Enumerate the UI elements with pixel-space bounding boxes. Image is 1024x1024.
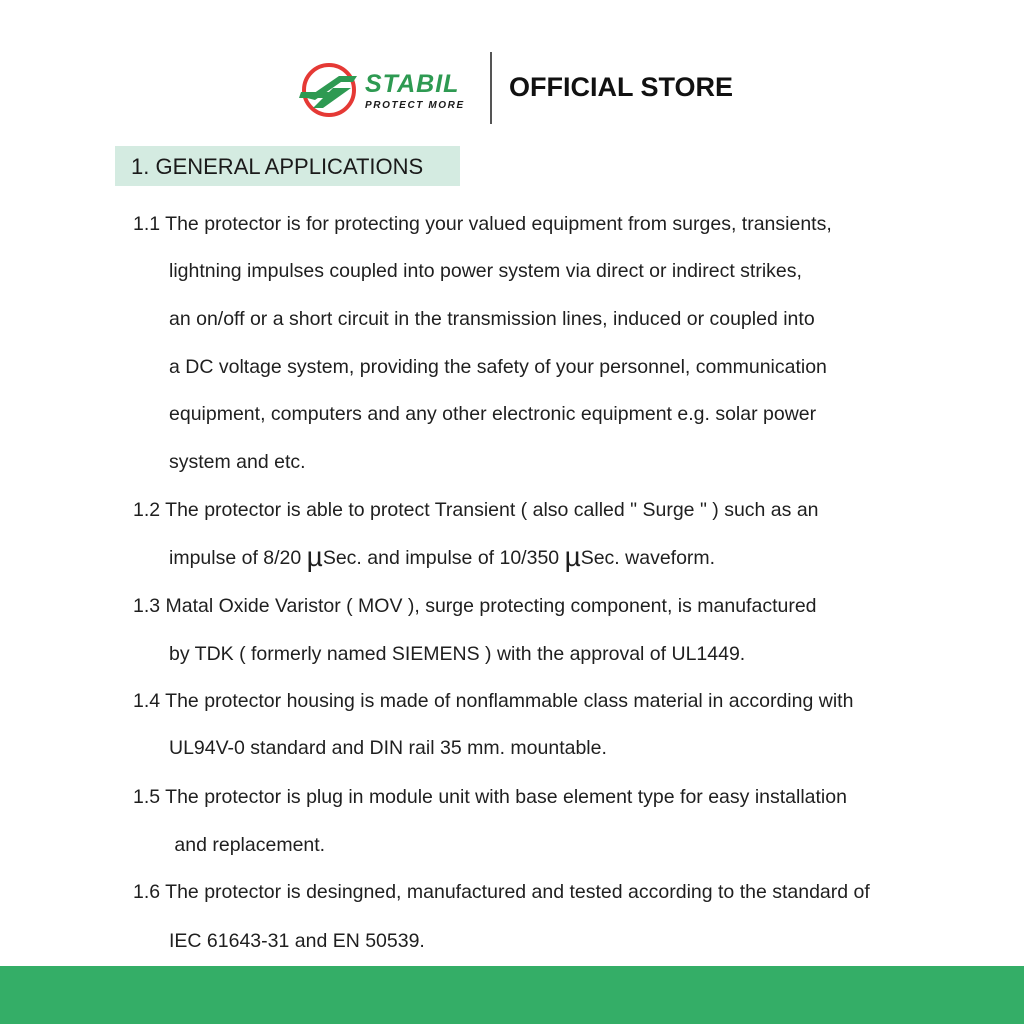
section-title: 1. GENERAL APPLICATIONS <box>131 154 424 179</box>
footer-band <box>0 966 1024 1024</box>
item-1-1-line-5: equipment, computers and any other electronic equipment e.g. solar power <box>169 403 817 425</box>
item-1-4-line-1: 1.4 The protector housing is made of nonflammable class material in according with <box>133 690 854 712</box>
item-1-3-line-2: by TDK ( formerly named SIEMENS ) with the approval of UL1449. <box>169 643 746 665</box>
header <box>0 52 1024 126</box>
official-store-label: OFFICIAL STORE <box>509 72 734 102</box>
item-1-4-line-2: UL94V-0 standard and DIN rail 35 mm. mountable. <box>169 737 607 759</box>
item-1-2-text-c: Sec. waveform. <box>580 547 716 569</box>
item-1-5-line-2: and replacement. <box>169 834 326 856</box>
item-1-5-line-1: 1.5 The protector is plug in module unit with base element type for easy installation <box>133 786 847 808</box>
item-1-1-line-3: an on/off or a short circuit in the transmission lines, induced or coupled into <box>169 308 815 330</box>
item-1-6-line-1: 1.6 The protector is desingned, manufactured and tested according to the standard of <box>133 881 870 903</box>
item-1-1-line-6: system and etc. <box>169 451 306 473</box>
stabil-logo <box>299 62 479 118</box>
logo-tagline: PROTECT MORE <box>365 100 465 111</box>
item-1-1-line-2: lightning impulses coupled into power system via direct or indirect strikes, <box>169 260 802 282</box>
item-1-2-text-b: Sec. and impulse of 10/350 <box>322 547 565 569</box>
header-divider <box>490 52 492 124</box>
micro-symbol: µ <box>564 541 581 572</box>
item-1-1-line-1: 1.1 The protector is for protecting your valued equipment from surges, transients, <box>133 213 832 235</box>
item-1-2-text-a: impulse of 8/20 <box>169 547 307 569</box>
item-1-2-line-2 <box>169 541 716 572</box>
logo-wordmark: STABIL <box>365 70 460 98</box>
section-title-box <box>115 146 460 186</box>
item-1-2-line-1: 1.2 The protector is able to protect Transient ( also called " Surge " ) such as an <box>133 499 819 521</box>
micro-symbol: µ <box>306 541 323 572</box>
item-1-1-line-4: a DC voltage system, providing the safety of your personnel, communication <box>169 356 827 378</box>
item-1-3-line-1: 1.3 Matal Oxide Varistor ( MOV ), surge protecting component, is manufactured <box>133 595 817 617</box>
item-1-6-line-2: IEC 61643-31 and EN 50539. <box>169 930 425 952</box>
stabil-emblem-icon <box>299 62 361 118</box>
